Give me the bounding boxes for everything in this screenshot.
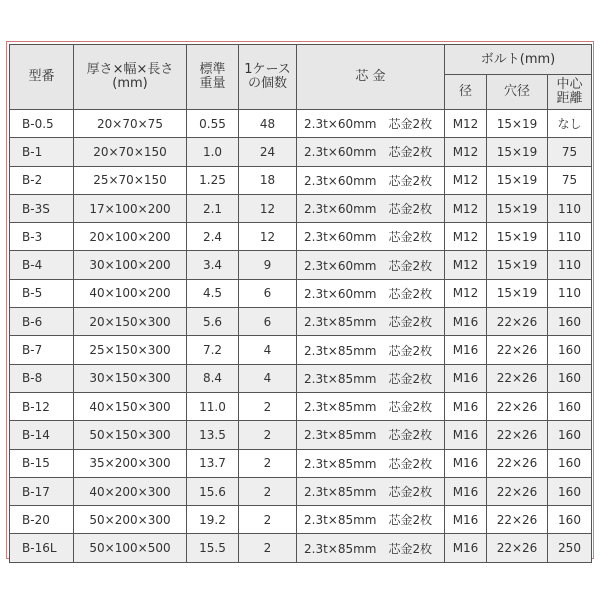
table-row <box>10 421 592 449</box>
header-case-count-line1: 1ケース <box>244 62 291 77</box>
case-count-cell: 9 <box>239 251 297 279</box>
table-row <box>10 138 592 166</box>
core-cell: 2.3t×60mm 芯金2枚 <box>297 138 445 166</box>
case-count-cell: 2 <box>239 506 297 534</box>
dimensions-cell: 40×100×200 <box>74 279 187 307</box>
bolt-diameter-cell: M16 <box>445 506 487 534</box>
core-cell: 2.3t×85mm 芯金2枚 <box>297 421 445 449</box>
case-count-cell: 2 <box>239 477 297 505</box>
table-row <box>10 534 592 562</box>
spec-table <box>9 44 592 563</box>
core-cell: 2.3t×60mm 芯金2枚 <box>297 251 445 279</box>
weight-cell: 11.0 <box>187 392 239 420</box>
bolt-hole-cell: 22×26 <box>487 364 548 392</box>
core-cell: 2.3t×85mm 芯金2枚 <box>297 364 445 392</box>
bolt-diameter-cell: M16 <box>445 364 487 392</box>
header-model: 型番 <box>10 45 74 110</box>
core-cell: 2.3t×85mm 芯金2枚 <box>297 308 445 336</box>
case-count-cell: 4 <box>239 336 297 364</box>
table-row <box>10 223 592 251</box>
weight-cell: 0.55 <box>187 110 239 138</box>
header-bolt-diameter: 径 <box>445 75 487 110</box>
table-row <box>10 392 592 420</box>
table-row <box>10 506 592 534</box>
weight-cell: 5.6 <box>187 308 239 336</box>
bolt-diameter-cell: M16 <box>445 449 487 477</box>
bolt-center-cell: 110 <box>548 251 592 279</box>
header-bolt-center-line1: 中心 <box>556 77 583 92</box>
core-cell: 2.3t×85mm 芯金2枚 <box>297 506 445 534</box>
table-row <box>10 364 592 392</box>
model-cell: B-0.5 <box>10 110 74 138</box>
model-cell: B-16L <box>10 534 74 562</box>
model-cell: B-20 <box>10 506 74 534</box>
model-cell: B-2 <box>10 166 74 194</box>
core-cell: 2.3t×85mm 芯金2枚 <box>297 477 445 505</box>
header-bolt-group: ボルト(mm) <box>445 45 592 75</box>
bolt-diameter-cell: M12 <box>445 251 487 279</box>
table-row <box>10 449 592 477</box>
bolt-center-cell: 160 <box>548 392 592 420</box>
bolt-diameter-cell: M12 <box>445 279 487 307</box>
bolt-diameter-cell: M16 <box>445 534 487 562</box>
bolt-hole-cell: 22×26 <box>487 534 548 562</box>
dimensions-cell: 20×100×200 <box>74 223 187 251</box>
dimensions-cell: 50×150×300 <box>74 421 187 449</box>
bolt-hole-cell: 15×19 <box>487 279 548 307</box>
bolt-hole-cell: 15×19 <box>487 251 548 279</box>
bolt-hole-cell: 22×26 <box>487 336 548 364</box>
bolt-hole-cell: 22×26 <box>487 392 548 420</box>
model-cell: B-6 <box>10 308 74 336</box>
model-cell: B-4 <box>10 251 74 279</box>
bolt-diameter-cell: M16 <box>445 392 487 420</box>
dimensions-cell: 25×150×300 <box>74 336 187 364</box>
model-cell: B-1 <box>10 138 74 166</box>
header-bolt-center-line2: 距離 <box>556 91 583 106</box>
table-body <box>10 110 592 563</box>
bolt-center-cell: 160 <box>548 449 592 477</box>
case-count-cell: 2 <box>239 421 297 449</box>
bolt-hole-cell: 22×26 <box>487 449 548 477</box>
weight-cell: 2.4 <box>187 223 239 251</box>
bolt-center-cell: 160 <box>548 308 592 336</box>
header-bolt-hole: 穴径 <box>487 75 548 110</box>
bolt-hole-cell: 22×26 <box>487 308 548 336</box>
bolt-hole-cell: 15×19 <box>487 110 548 138</box>
dimensions-cell: 35×200×300 <box>74 449 187 477</box>
case-count-cell: 4 <box>239 364 297 392</box>
weight-cell: 4.5 <box>187 279 239 307</box>
model-cell: B-7 <box>10 336 74 364</box>
bolt-diameter-cell: M12 <box>445 138 487 166</box>
bolt-center-cell: 75 <box>548 166 592 194</box>
core-cell: 2.3t×60mm 芯金2枚 <box>297 279 445 307</box>
header-dimensions-line2: (mm) <box>112 76 148 91</box>
table-row <box>10 279 592 307</box>
bolt-center-cell: 160 <box>548 364 592 392</box>
dimensions-cell: 40×200×300 <box>74 477 187 505</box>
bolt-center-cell: 160 <box>548 477 592 505</box>
core-cell: 2.3t×85mm 芯金2枚 <box>297 534 445 562</box>
model-cell: B-17 <box>10 477 74 505</box>
bolt-center-cell: 110 <box>548 223 592 251</box>
dimensions-cell: 20×70×75 <box>74 110 187 138</box>
header-core: 芯 金 <box>297 45 445 110</box>
bolt-center-cell: 75 <box>548 138 592 166</box>
header-dimensions <box>74 45 187 110</box>
dimensions-cell: 30×150×300 <box>74 364 187 392</box>
bolt-hole-cell: 22×26 <box>487 477 548 505</box>
bolt-diameter-cell: M12 <box>445 194 487 222</box>
dimensions-cell: 25×70×150 <box>74 166 187 194</box>
bolt-diameter-cell: M12 <box>445 223 487 251</box>
dimensions-cell: 17×100×200 <box>74 194 187 222</box>
weight-cell: 15.5 <box>187 534 239 562</box>
core-cell: 2.3t×60mm 芯金2枚 <box>297 110 445 138</box>
header-case-count <box>239 45 297 110</box>
table-header <box>10 45 592 110</box>
bolt-center-cell: 250 <box>548 534 592 562</box>
header-dimensions-line1: 厚さ×幅×長さ <box>86 62 174 77</box>
dimensions-cell: 50×200×300 <box>74 506 187 534</box>
dimensions-cell: 40×150×300 <box>74 392 187 420</box>
bolt-center-cell: 160 <box>548 506 592 534</box>
table-row <box>10 166 592 194</box>
table-row <box>10 110 592 138</box>
core-cell: 2.3t×60mm 芯金2枚 <box>297 223 445 251</box>
model-cell: B-8 <box>10 364 74 392</box>
dimensions-cell: 20×70×150 <box>74 138 187 166</box>
bolt-hole-cell: 22×26 <box>487 506 548 534</box>
weight-cell: 13.5 <box>187 421 239 449</box>
weight-cell: 8.4 <box>187 364 239 392</box>
weight-cell: 7.2 <box>187 336 239 364</box>
spec-table-frame <box>6 41 594 559</box>
case-count-cell: 24 <box>239 138 297 166</box>
weight-cell: 2.1 <box>187 194 239 222</box>
bolt-center-cell: 160 <box>548 421 592 449</box>
weight-cell: 15.6 <box>187 477 239 505</box>
case-count-cell: 18 <box>239 166 297 194</box>
case-count-cell: 2 <box>239 392 297 420</box>
case-count-cell: 6 <box>239 308 297 336</box>
bolt-diameter-cell: M16 <box>445 421 487 449</box>
bolt-hole-cell: 22×26 <box>487 421 548 449</box>
core-cell: 2.3t×60mm 芯金2枚 <box>297 166 445 194</box>
bolt-center-cell: 160 <box>548 336 592 364</box>
bolt-diameter-cell: M12 <box>445 110 487 138</box>
weight-cell: 1.0 <box>187 138 239 166</box>
weight-cell: 19.2 <box>187 506 239 534</box>
model-cell: B-3 <box>10 223 74 251</box>
header-weight-line2: 重量 <box>199 76 226 91</box>
case-count-cell: 48 <box>239 110 297 138</box>
bolt-diameter-cell: M16 <box>445 336 487 364</box>
bolt-hole-cell: 15×19 <box>487 223 548 251</box>
model-cell: B-15 <box>10 449 74 477</box>
header-weight-line1: 標準 <box>199 62 226 77</box>
header-weight <box>187 45 239 110</box>
core-cell: 2.3t×60mm 芯金2枚 <box>297 194 445 222</box>
model-cell: B-12 <box>10 392 74 420</box>
case-count-cell: 12 <box>239 223 297 251</box>
dimensions-cell: 20×150×300 <box>74 308 187 336</box>
dimensions-cell: 30×100×200 <box>74 251 187 279</box>
header-case-count-line2: の個数 <box>247 76 287 91</box>
table-row <box>10 336 592 364</box>
bolt-hole-cell: 15×19 <box>487 138 548 166</box>
table-row <box>10 251 592 279</box>
core-cell: 2.3t×85mm 芯金2枚 <box>297 449 445 477</box>
core-cell: 2.3t×85mm 芯金2枚 <box>297 392 445 420</box>
bolt-hole-cell: 15×19 <box>487 194 548 222</box>
case-count-cell: 6 <box>239 279 297 307</box>
case-count-cell: 2 <box>239 534 297 562</box>
model-cell: B-14 <box>10 421 74 449</box>
model-cell: B-3S <box>10 194 74 222</box>
bolt-center-cell: 110 <box>548 194 592 222</box>
weight-cell: 3.4 <box>187 251 239 279</box>
core-cell: 2.3t×85mm 芯金2枚 <box>297 336 445 364</box>
bolt-center-cell: 110 <box>548 279 592 307</box>
bolt-diameter-cell: M16 <box>445 308 487 336</box>
bolt-diameter-cell: M12 <box>445 166 487 194</box>
weight-cell: 1.25 <box>187 166 239 194</box>
table-row <box>10 308 592 336</box>
bolt-center-cell: なし <box>548 110 592 138</box>
bolt-hole-cell: 15×19 <box>487 166 548 194</box>
dimensions-cell: 50×100×500 <box>74 534 187 562</box>
weight-cell: 13.7 <box>187 449 239 477</box>
table-row <box>10 477 592 505</box>
bolt-diameter-cell: M16 <box>445 477 487 505</box>
case-count-cell: 2 <box>239 449 297 477</box>
header-bolt-center <box>548 75 592 110</box>
case-count-cell: 12 <box>239 194 297 222</box>
table-row <box>10 194 592 222</box>
model-cell: B-5 <box>10 279 74 307</box>
